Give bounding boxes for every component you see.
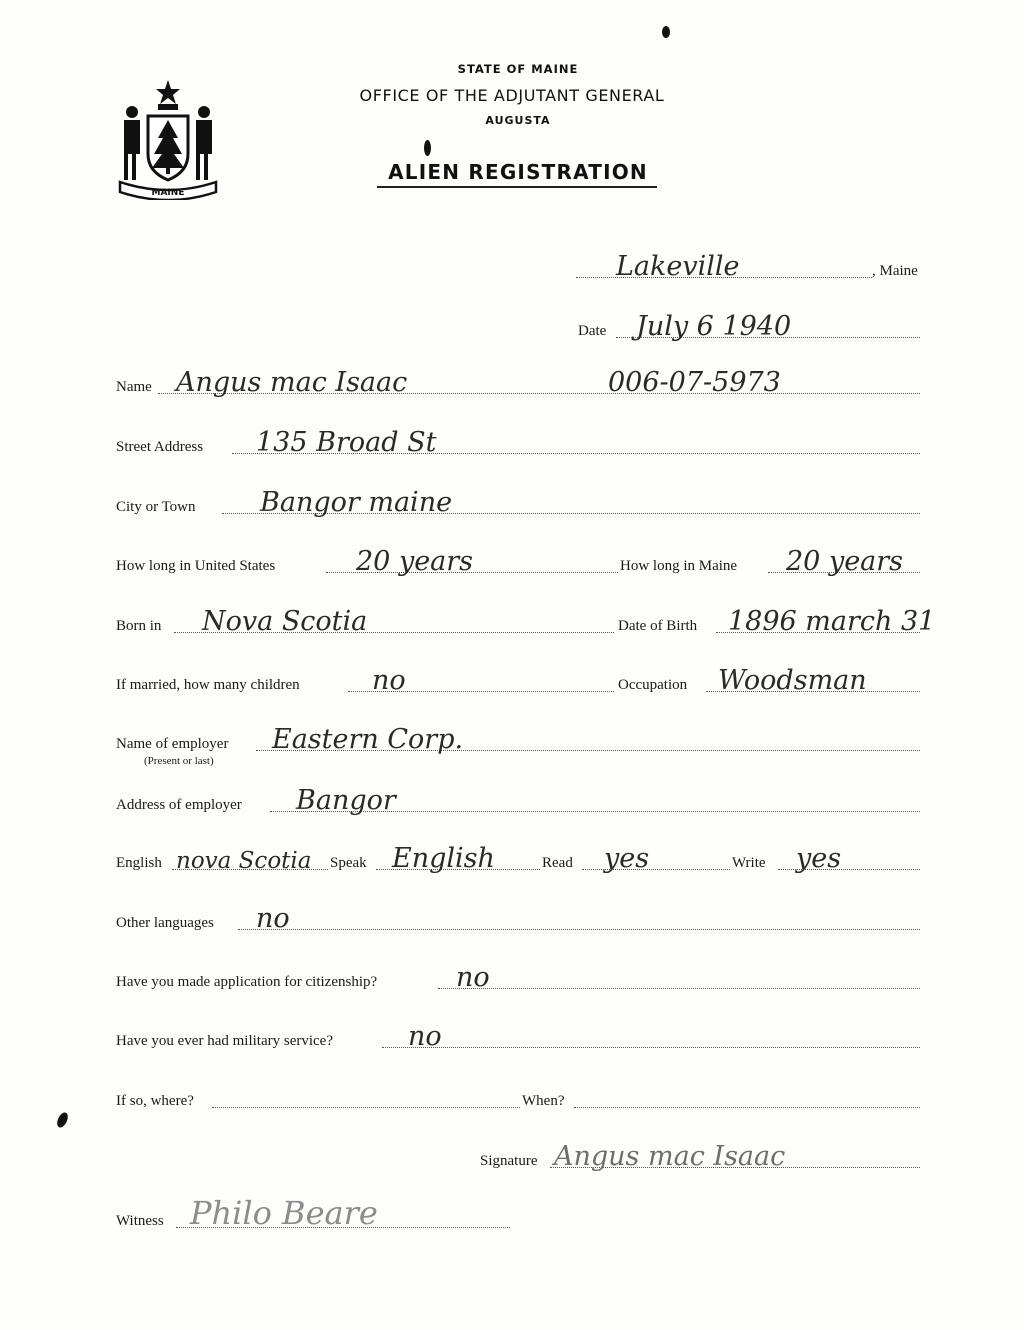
- citizenship-line: [438, 988, 920, 989]
- if-so-where-label: If so, where?: [116, 1093, 194, 1109]
- citizenship-label: Have you made application for citizenship?: [116, 974, 378, 990]
- city-town-label: City or Town: [116, 499, 196, 515]
- date-of-birth-label: Date of Birth: [618, 618, 698, 634]
- write-label: Write: [732, 855, 766, 871]
- ink-speck: [424, 140, 431, 156]
- city-town-value[interactable]: Bangor maine: [260, 487, 453, 518]
- residence-duration-row: [116, 546, 920, 579]
- read-value[interactable]: yes: [604, 843, 650, 874]
- form-title: ALIEN REGISTRATION: [388, 160, 648, 184]
- born-in-label: Born in: [116, 618, 162, 634]
- office-heading: OFFICE OF THE ADJUTANT GENERAL: [359, 86, 665, 105]
- speak-value[interactable]: English: [392, 843, 495, 874]
- place-suffix-label: , Maine: [872, 263, 918, 279]
- other-languages-value[interactable]: no: [256, 903, 290, 934]
- speak-label: Speak: [330, 855, 367, 871]
- english-label: English: [116, 855, 162, 871]
- employer-row: [116, 724, 920, 757]
- employer-address-label: Address of employer: [116, 797, 242, 813]
- born-in-value[interactable]: Nova Scotia: [202, 606, 368, 637]
- employer-sublabel: (Present or last): [144, 755, 214, 767]
- occupation-value[interactable]: Woodsman: [718, 665, 867, 696]
- how-long-maine-label: How long in Maine: [620, 558, 738, 574]
- name-value[interactable]: Angus mac Isaac: [176, 367, 408, 398]
- language-ability-row: [116, 843, 920, 876]
- occupation-label: Occupation: [618, 677, 688, 693]
- date-label: Date: [578, 323, 607, 339]
- registration-number-value[interactable]: 006-07-5973: [608, 367, 781, 398]
- witness-value[interactable]: Philo Beare: [190, 1194, 378, 1232]
- city-heading: AUGUSTA: [485, 114, 551, 127]
- citizenship-value[interactable]: no: [456, 962, 490, 993]
- street-address-label: Street Address: [116, 439, 204, 455]
- witness-label: Witness: [116, 1213, 164, 1229]
- service-details-row: [116, 1084, 920, 1114]
- employer-address-value[interactable]: Bangor: [296, 785, 396, 816]
- witness-row: [116, 1194, 516, 1234]
- children-label: If married, how many children: [116, 677, 300, 693]
- how-long-maine-value[interactable]: 20 years: [786, 546, 904, 577]
- employer-label: Name of employer: [116, 736, 229, 752]
- state-heading: STATE OF MAINE: [457, 62, 579, 76]
- street-address-row: [116, 427, 920, 460]
- ink-speck: [662, 26, 670, 38]
- children-value[interactable]: no: [372, 665, 406, 696]
- place-value[interactable]: Lakeville: [616, 251, 740, 282]
- read-label: Read: [542, 855, 573, 871]
- military-value[interactable]: no: [408, 1021, 442, 1052]
- name-label: Name: [116, 379, 152, 395]
- how-long-us-value[interactable]: 20 years: [356, 546, 474, 577]
- military-label: Have you ever had military service?: [116, 1033, 333, 1049]
- birth-row: [116, 606, 936, 639]
- other-languages-label: Other languages: [116, 915, 214, 931]
- signature-value[interactable]: Angus mac Isaac: [554, 1141, 786, 1172]
- employer-address-row: [116, 785, 920, 818]
- seal-banner-text: MAINE: [151, 188, 185, 198]
- employer-value[interactable]: Eastern Corp.: [272, 724, 464, 755]
- place-row: [116, 251, 920, 284]
- street-address-value[interactable]: 135 Broad St: [256, 427, 437, 458]
- when-line: [574, 1107, 920, 1108]
- military-row: [116, 1021, 920, 1054]
- children-occupation-row: [116, 665, 920, 698]
- date-value[interactable]: July 6 1940: [636, 311, 792, 342]
- english-value[interactable]: nova Scotia: [176, 848, 312, 874]
- date-row: [116, 311, 920, 344]
- other-languages-line: [238, 929, 920, 930]
- signature-row: [116, 1141, 920, 1174]
- signature-label: Signature: [480, 1153, 538, 1169]
- military-line: [382, 1047, 920, 1048]
- how-long-us-label: How long in United States: [116, 558, 276, 574]
- name-row: [116, 367, 920, 400]
- ink-speck: [55, 1111, 70, 1129]
- if-so-where-line: [212, 1107, 520, 1108]
- citizenship-row: [116, 962, 920, 995]
- other-languages-row: [116, 903, 920, 936]
- write-value[interactable]: yes: [796, 843, 842, 874]
- when-label: When?: [522, 1093, 565, 1109]
- date-of-birth-value[interactable]: 1896 march 31: [728, 606, 936, 637]
- title-underline: [377, 186, 657, 188]
- city-town-row: [116, 487, 920, 520]
